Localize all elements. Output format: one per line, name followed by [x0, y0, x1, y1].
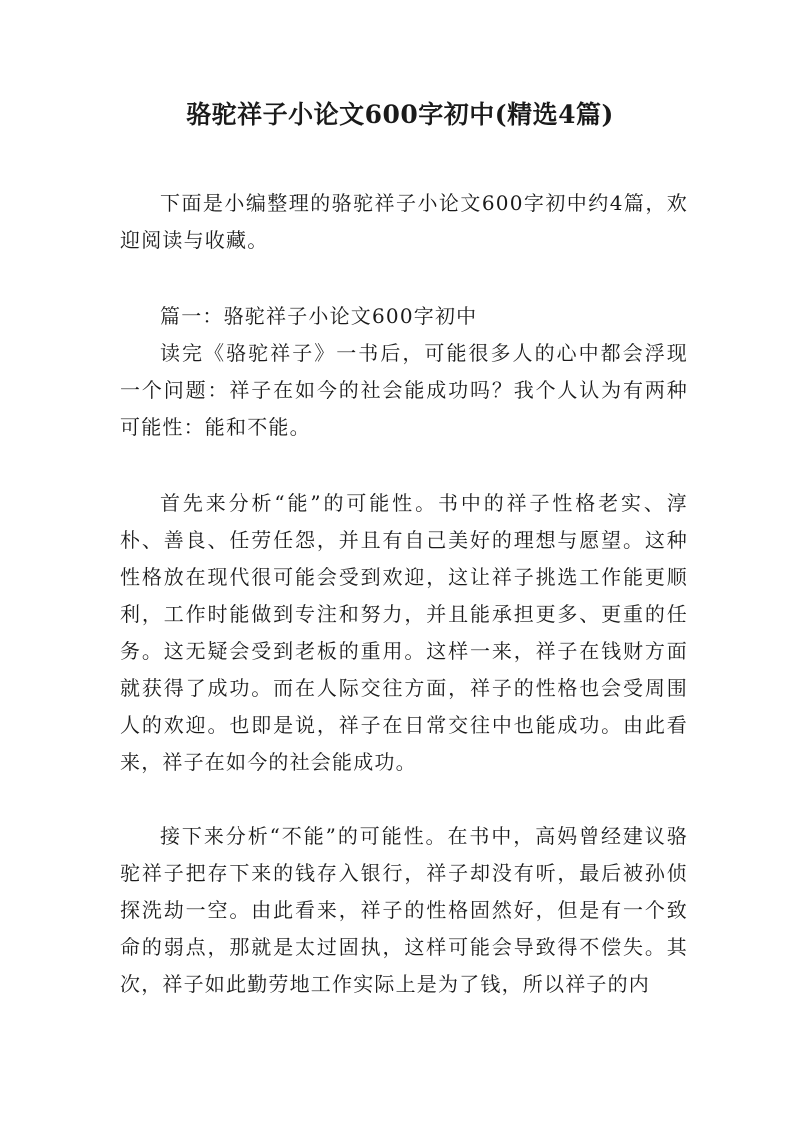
body-paragraph-2: 首先来分析“能”的可能性。书中的祥子性格老实、淳朴、善良、任劳任怨，并且有自己美好的理想与愿望。这种性格放在现代很可能会受到欢迎，这让祥子挑选工作能更顺利，工作时能做到专注和努力，并且能承担更多、更重的任务。这无疑会受到老板的重用。这样一来，祥子在钱财方面就获得了成功。而在人际交往方面，祥子的性格也会受周围人的欢迎。也即是说，祥子在日常交往中也能成功。由此看来，祥子在如今的社会能成功。 [120, 491, 688, 774]
intro-paragraph: 下面是小编整理的骆驼祥子小论文600字初中约4篇，欢迎阅读与收藏。 [120, 191, 688, 252]
section-heading: 篇一：骆驼祥子小论文600字初中 [160, 304, 478, 328]
body-paragraph-3: 接下来分析“不能”的可能性。在书中，高妈曾经建议骆驼祥子把存下来的钱存入银行，祥子却没有听，最后被孙侦探洗劫一空。由此看来，祥子的性格固然好，但是有一个致命的弱点，那就是太过固执，这样可能会导致得不偿失。其次，祥子如此勤劳地工作实际上是为了钱，所以祥子的内 [120, 824, 688, 996]
body-paragraph-1: 读完《骆驼祥子》一书后，可能很多人的心中都会浮现一个问题：祥子在如今的社会能成功吗？我个人认为有两种可能性：能和不能。 [120, 341, 688, 439]
document-title: 骆驼祥子小论文600字初中(精选4篇) [186, 100, 614, 129]
